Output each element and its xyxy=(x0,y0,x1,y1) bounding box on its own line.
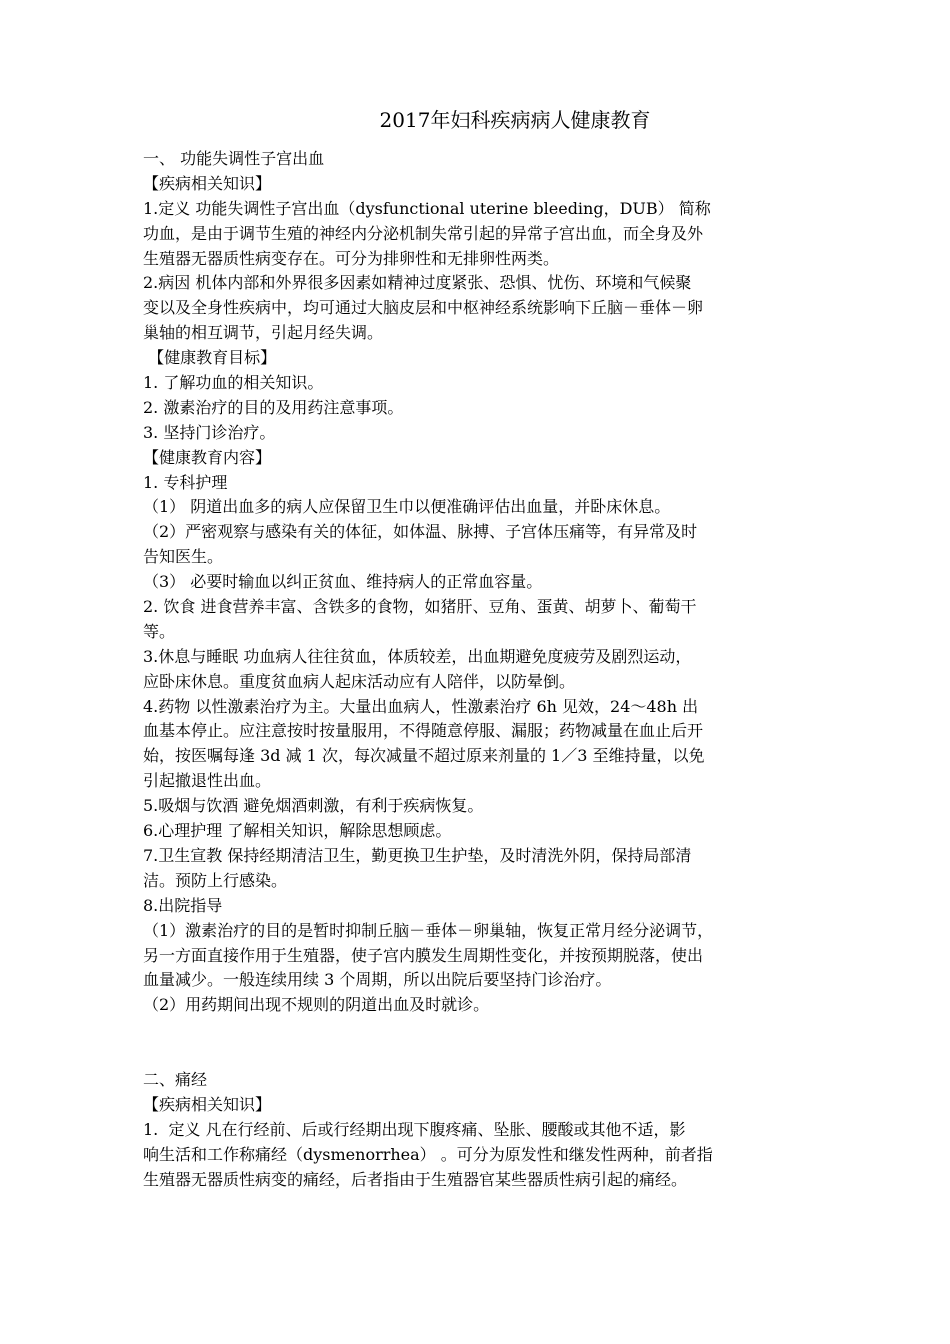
content-line: 7.卫生宣教 保持经期清洁卫生，勤更换卫生护垫，及时清洗外阴，保持局部清 xyxy=(143,845,692,865)
document-body xyxy=(143,147,813,1192)
content-line: （3） 必要时输血以纠正贫血、维持病人的正常血容量。 xyxy=(143,572,543,592)
section-heading: 一、 功能失调性子宫出血 xyxy=(143,149,325,168)
goal-item: 3. 坚持门诊治疗。 xyxy=(143,422,276,442)
content-line: 2. 饮食 进食营养丰富、含铁多的食物，如猪肝、豆角、蛋黄、胡萝卜、葡萄干 xyxy=(143,597,697,617)
goal-item: 2. 激素治疗的目的及用药注意事项。 xyxy=(143,397,404,417)
definition-line: 生殖器无器质性病变的痛经，后者指由于生殖器官某些器质性病引起的痛经。 xyxy=(143,1169,688,1189)
cause-line: 2.病因 机体内部和外界很多因素如精神过度紧张、恐惧、忧伤、环境和气候聚 xyxy=(143,273,692,293)
cause-line: 巢轴的相互调节，引起月经失调。 xyxy=(143,323,384,343)
content-line: 另一方面直接作用于生殖器，使子宫内膜发生周期性变化，并按预期脱落，使出 xyxy=(143,945,704,965)
content-line: 1. 专科护理 xyxy=(143,472,228,492)
section-gap xyxy=(143,1043,813,1068)
definition-line: 1. 定义 凡在行经前、后或行经期出现下腹疼痛、坠胀、腰酸或其他不适，影 xyxy=(143,1119,686,1139)
content-line: 4.药物 以性激素治疗为主。大量出血病人，性激素治疗 6h 见效，24～48h 出 xyxy=(143,696,699,716)
goal-header: 【健康教育目标】 xyxy=(143,348,277,368)
document-title: 2017年妇科疾病病人健康教育 xyxy=(379,108,651,132)
definition-line: 1.定义 功能失调性子宫出血（dysfunctional uterine bleeding，DUB） 简称 xyxy=(143,198,711,218)
content-line: 始，按医嘱每逢 3d 减 1 次，每次减量不超过原来剂量的 1／3 至维持量，以免 xyxy=(143,746,705,766)
section-heading: 二、痛经 xyxy=(143,1069,208,1089)
content-line: 8.出院指导 xyxy=(143,895,223,915)
content-line: 洁。预防上行感染。 xyxy=(143,870,288,890)
definition-line: 生殖器无器质性病变存在。可分为排卵性和无排卵性两类。 xyxy=(143,248,560,268)
knowledge-header: 【疾病相关知识】 xyxy=(143,1094,272,1114)
content-line: 告知医生。 xyxy=(143,547,224,567)
content-line: 等。 xyxy=(143,621,176,641)
cause-line: 变以及全身性疾病中，均可通过大脑皮层和中枢神经系统影响下丘脑－垂体－卵 xyxy=(143,298,704,318)
content-line: 6.心理护理 了解相关知识，解除思想顾虑。 xyxy=(143,821,452,841)
content-line: 5.吸烟与饮酒 避免烟酒刺激，有利于疾病恢复。 xyxy=(143,796,484,816)
content-line: （2）严密观察与感染有关的体征，如体温、脉搏、子宫体压痛等，有异常及时 xyxy=(143,522,698,542)
content-line: 应卧床休息。重度贫血病人起床活动应有人陪伴，以防晕倒。 xyxy=(143,671,576,691)
knowledge-header: 【疾病相关知识】 xyxy=(143,173,272,193)
content-line: （2）用药期间出现不规则的阴道出血及时就诊。 xyxy=(143,995,490,1015)
content-line: （1）激素治疗的目的是暂时抑制丘脑－垂体－卵巢轴，恢复正常月经分泌调节， xyxy=(143,920,714,940)
content-line: 血量减少。一般连续用续 3 个周期，所以出院后要坚持门诊治疗。 xyxy=(143,970,612,990)
goal-item: 1. 了解功血的相关知识。 xyxy=(143,373,324,393)
content-line: 3.休息与睡眠 功血病人往往贫血，体质较差，出血期避免度疲劳及剧烈运动， xyxy=(143,646,692,666)
content-line: 引起撤退性出血。 xyxy=(143,771,272,791)
definition-line: 响生活和工作称痛经（dysmenorrhea） 。可分为原发性和继发性两种，前者指 xyxy=(143,1144,713,1164)
section-gap xyxy=(143,1018,813,1043)
definition-line: 功血，是由于调节生殖的神经内分泌机制失常引起的异常子宫出血，而全身及外 xyxy=(143,223,704,243)
content-line: 血基本停止。应注意按时按量服用，不得随意停服、漏服；药物减量在血止后开 xyxy=(143,721,704,741)
content-line: （1） 阴道出血多的病人应保留卫生巾以便准确评估出血量，并卧床休息。 xyxy=(143,497,671,517)
content-header: 【健康教育内容】 xyxy=(143,447,272,467)
